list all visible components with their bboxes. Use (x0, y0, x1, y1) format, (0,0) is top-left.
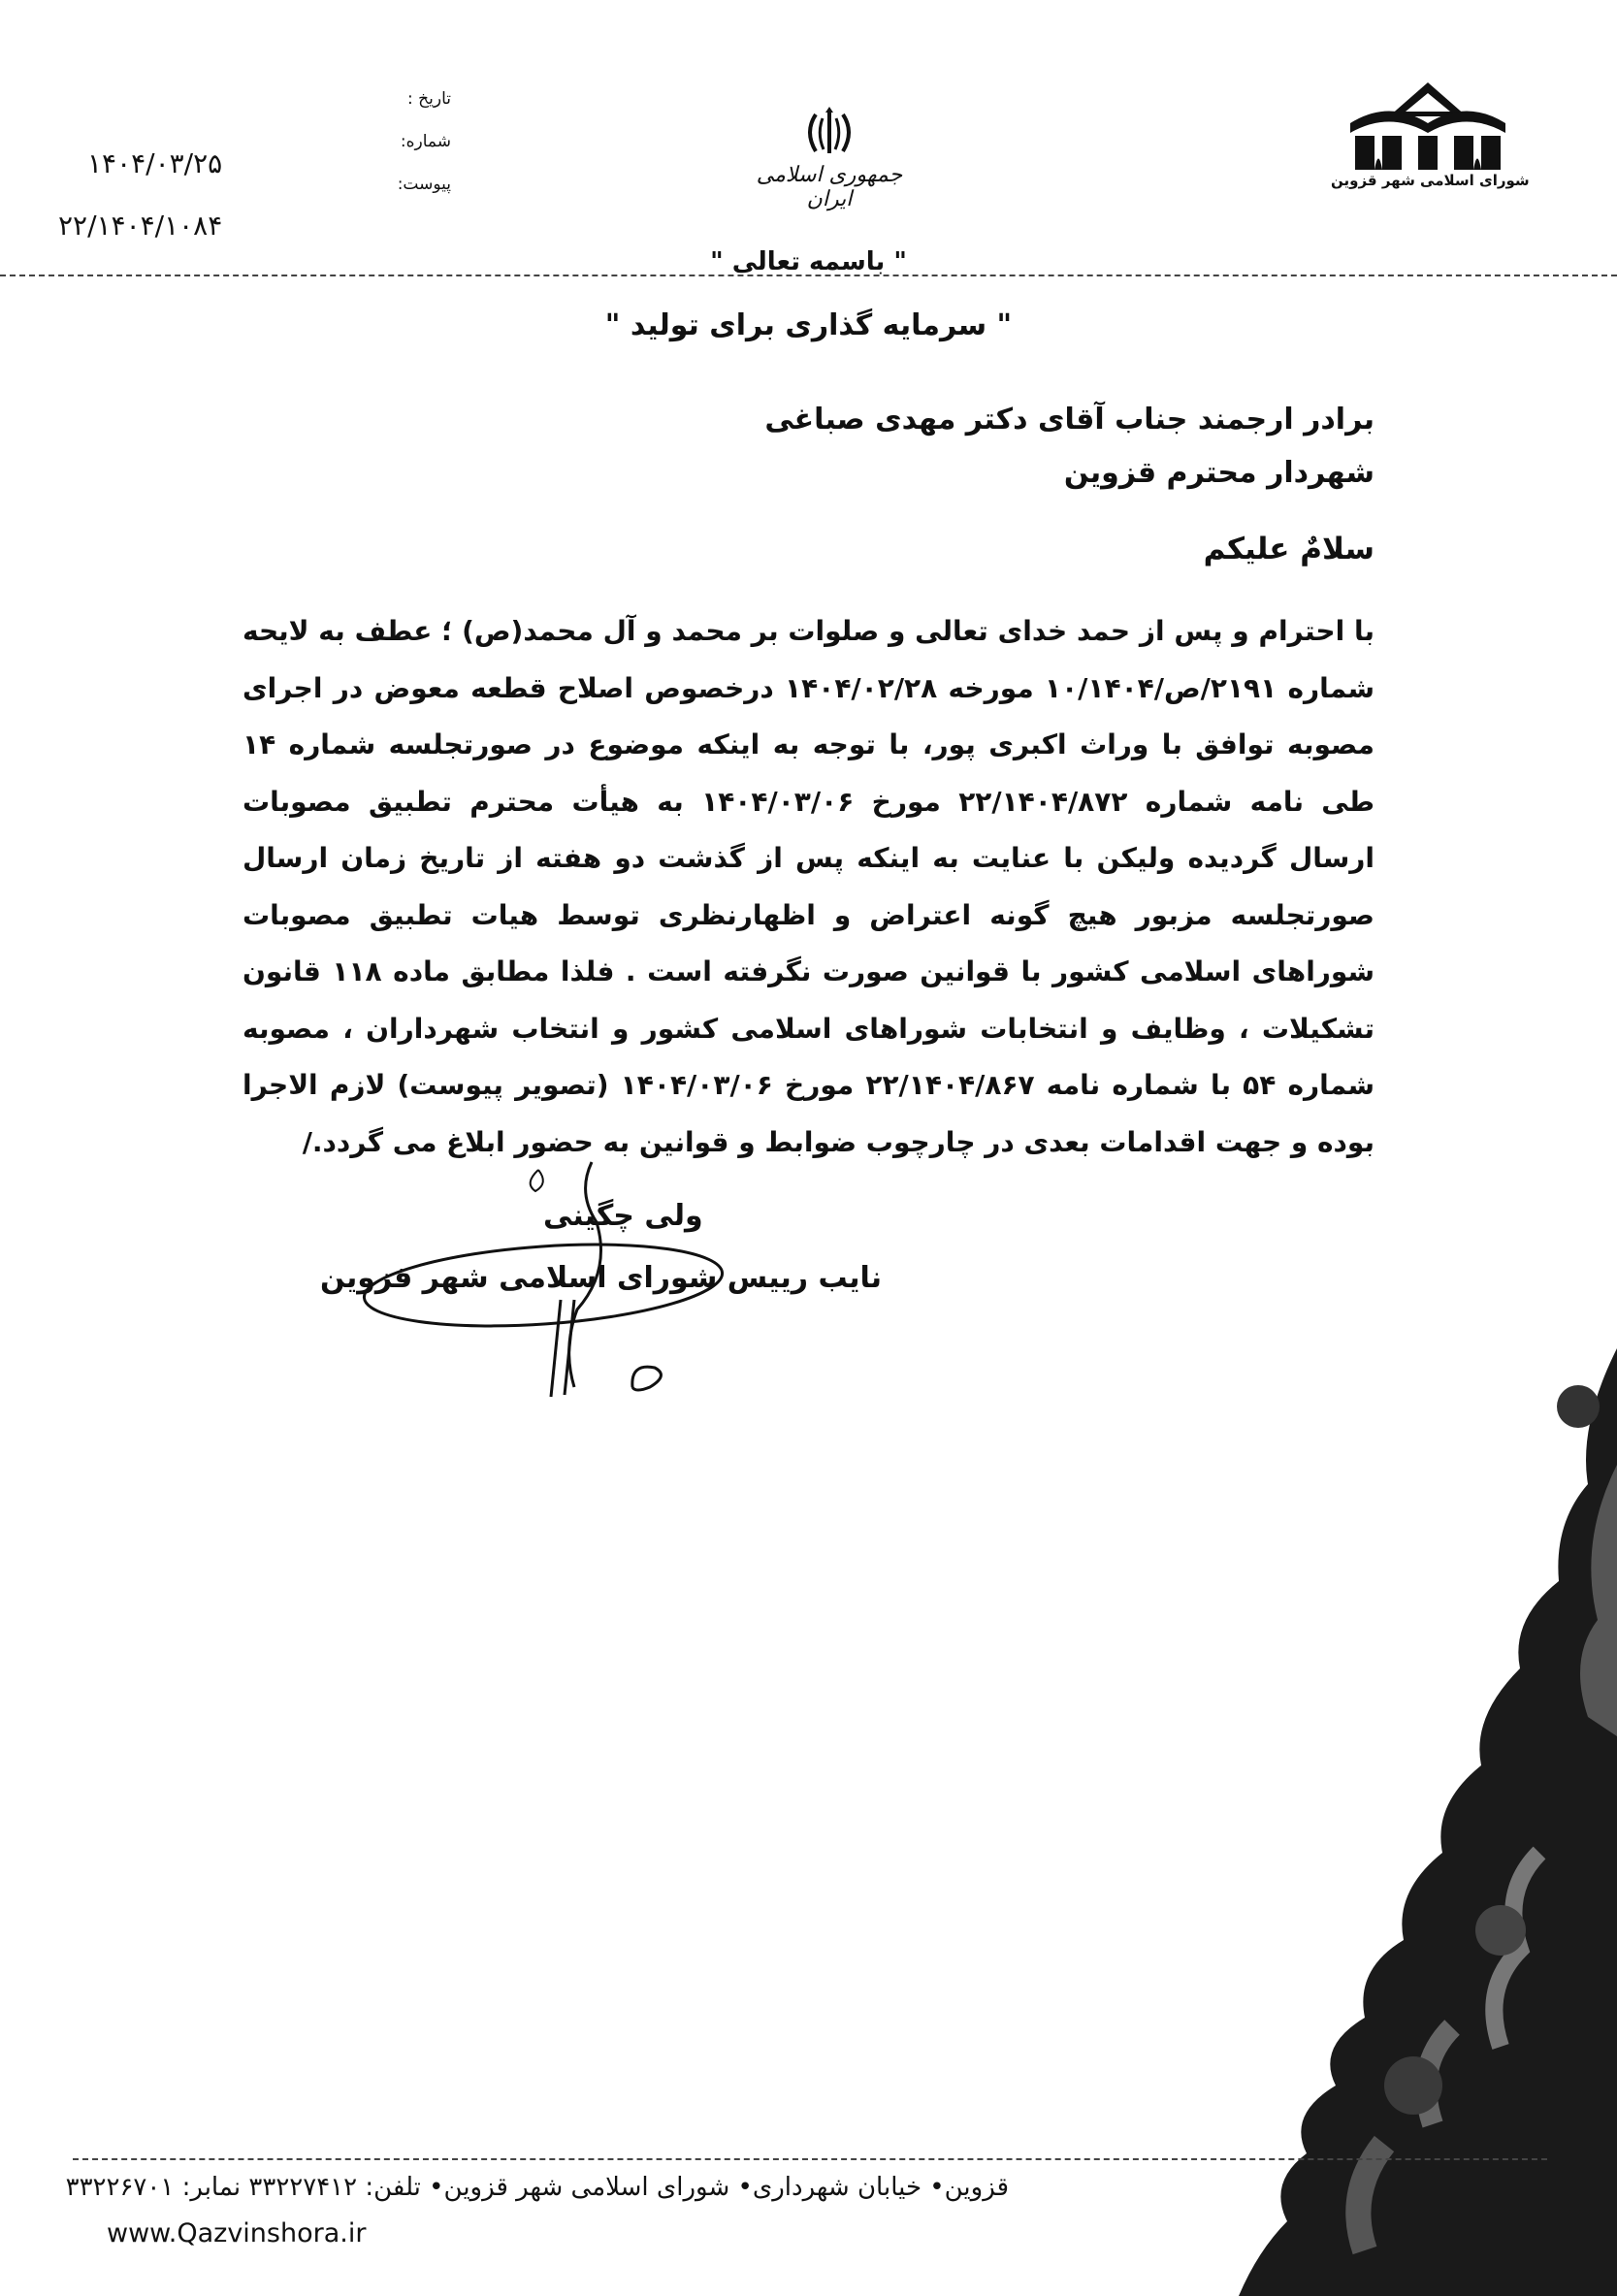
emblem-caption: جمهوری اسلامی ایران (756, 163, 903, 211)
footer-divider (73, 2158, 1547, 2160)
body-paragraph (243, 603, 1374, 1171)
addressee-title: شهردار محترم قزوین (1063, 456, 1374, 490)
signatory-name: ولی چگینی (543, 1199, 703, 1233)
invocation-heading: " باسمه تعالی " (710, 247, 907, 276)
council-logo-icon (1345, 80, 1510, 172)
council-logo-caption: شورای اسلامی شهر قزوین (1331, 172, 1530, 189)
attachment-label: پیوست: (397, 175, 451, 194)
body-rest: ، با توجه به اینکه موضوع در صورتجلسه شماره ۱۴ طی نامه شماره ۲۲/۱۴۰۴/۸۷۲ مورخ ۱۴۰۴/۰۳/۰۶ به هیأت محترم تطبیق مصوبات ارسال گردیده ولیکن با عنایت به اینکه پس از گذشت دو هفته از تاریخ زمان ارسال صورتجلسه مزبور هیچ گونه اعتراض و اظهارنظری توسط هیات تطبیق مصوبات شوراهای اسلامی کشور با قوانین صورت نگرفته است . فلذا مطابق ماده ۱۱۸ قانون تشکیلات ، وظایف و انتخابات شوراهای اسلامی کشور و انتخاب شهرداران ، مصوبه شماره ۵۴ با شماره نامه ۲۲/۱۴۰۴/۸۶۷ مورخ ۱۴۰۴/۰۳/۰۶ (تصویر پیوست) لازم الاجرا بوده و جهت اقدامات بعدی در چارچوب ضوابط و قوانین به حضور ابلاغ می گردد./ (243, 728, 1375, 1158)
body-subject: اصلاح قطعه معوض در اجرای مصوبه توافق با وراث اکبری پور (243, 671, 1374, 760)
signatory-title: نایب رییس شورای اسلامی شهر قزوین (320, 1261, 882, 1295)
header-divider (0, 275, 1617, 276)
greeting: سلامٌ علیکم (1203, 532, 1374, 566)
addressee-name: برادر ارجمند جناب آقای دکتر مهدی صباغی (764, 403, 1374, 437)
number-value: ۲۲/۱۴۰۴/۱۰۸۴ (58, 210, 223, 242)
decorative-crowd-image (996, 1348, 1617, 2296)
iran-emblem-icon (802, 107, 857, 157)
year-motto: " سرمایه گذاری برای تولید " (604, 308, 1013, 342)
iran-emblem (732, 107, 926, 211)
footer-address: قزوین• خیابان شهرداری• شورای اسلامی شهر قزوین• تلفن: ۳۳۲۲۷۴۱۲ نمابر: ۳۳۲۲۶۷۰۱ (65, 2173, 1009, 2202)
date-value: ۱۴۰۴/۰۳/۲۵ (87, 147, 223, 179)
footer-website-link[interactable]: www.Qazvinshora.ir (107, 2218, 367, 2248)
date-label: تاریخ : (407, 89, 451, 109)
meta-values (58, 124, 301, 266)
letter-body (243, 603, 1374, 1171)
body-intro: با احترام و پس از حمد خدای تعالی و صلوات بر محمد و آل محمد(ص) ؛ عطف به لایحه شماره ۲۱۹۱/ص/۱۰/۱۴۰۴ مورخه ۱۴۰۴/۰۲/۲۸ درخصوص (243, 615, 1374, 704)
number-label: شماره: (400, 132, 451, 151)
council-logo (1331, 80, 1530, 215)
meta-labels (378, 78, 451, 206)
